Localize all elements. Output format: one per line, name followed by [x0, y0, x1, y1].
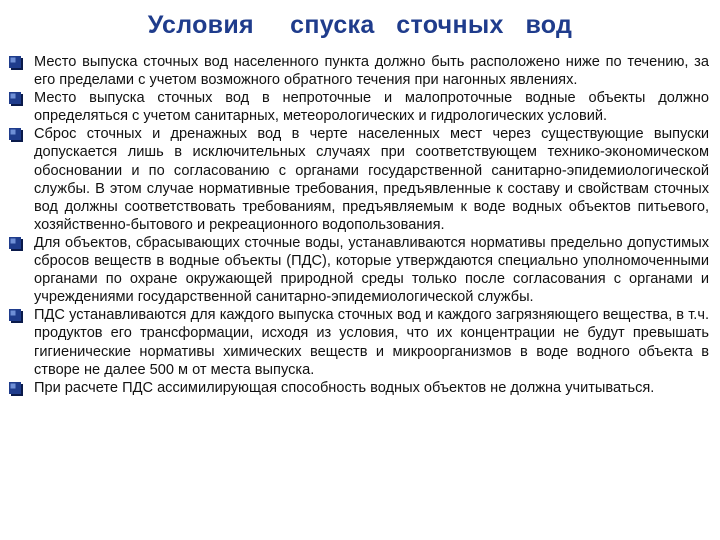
bullet-item: [8, 234, 709, 306]
bullet-item: [8, 53, 709, 89]
bullet-text: Место выпуска сточных вод в непроточные и малопроточные водные объекты должно определяться с учетом санитарных, метеорологических и гидрологических условий.: [34, 90, 709, 125]
square-bullet-icon: [9, 92, 23, 106]
square-bullet-icon: [9, 128, 23, 142]
bullet-item: [8, 379, 709, 397]
bullet-item: [8, 306, 709, 378]
square-bullet-icon: [9, 382, 23, 396]
square-bullet-icon: [9, 237, 23, 251]
square-bullet-icon: [9, 56, 23, 70]
bullet-text: Для объектов, сбрасывающих сточные воды, устанавливаются нормативы предельно допустимых сбросов веществ в водные объекты (ПДС), которые утверждаются специально уполномоченными органами по охране окружающей природной среды только после согласования с органами и учреждениями государственной санитарно-эпидемиологической службы.: [34, 234, 709, 306]
slide-title: Условия спуска сточных вод: [147, 11, 573, 39]
square-bullet-icon: [9, 309, 23, 323]
bullet-list: [8, 53, 709, 397]
bullet-item: [8, 125, 709, 234]
bullet-text: Место выпуска сточных вод населенного пункта должно быть расположено ниже по течению, за его пределами с учетом возможного обратного течения при нагонных явлениях.: [34, 54, 709, 89]
bullet-text: Сброс сточных и дренажных вод в черте населенных мест через существующие выпуски допускается лишь в исключительных случаях при соответствующем технико-экономическом обосновании и по согласованию с органами государственной санитарно-эпидемиологической службы. В этом случае нормативные требования, предъявленные к составу и свойствам сточных вод должны соответствовать требованиям, предъявляемым к воде водных объектов питьевого, хозяйственно-бытового и рекреационного водопользования.: [34, 126, 709, 233]
bullet-item: [8, 89, 709, 125]
bullet-text: ПДС устанавливаются для каждого выпуска сточных вод и каждого загрязняющего вещества, в т.ч. продуктов его трансформации, исходя из условия, что их концентрации не будут превышать гигиенические нормативы химических веществ и микроорганизмов в воде водного объекта в створе не далее 500 м от места выпуска.: [34, 307, 709, 378]
bullet-text: При расчете ПДС ассимилирующая способность водных объектов не должна учитываться.: [34, 379, 655, 396]
